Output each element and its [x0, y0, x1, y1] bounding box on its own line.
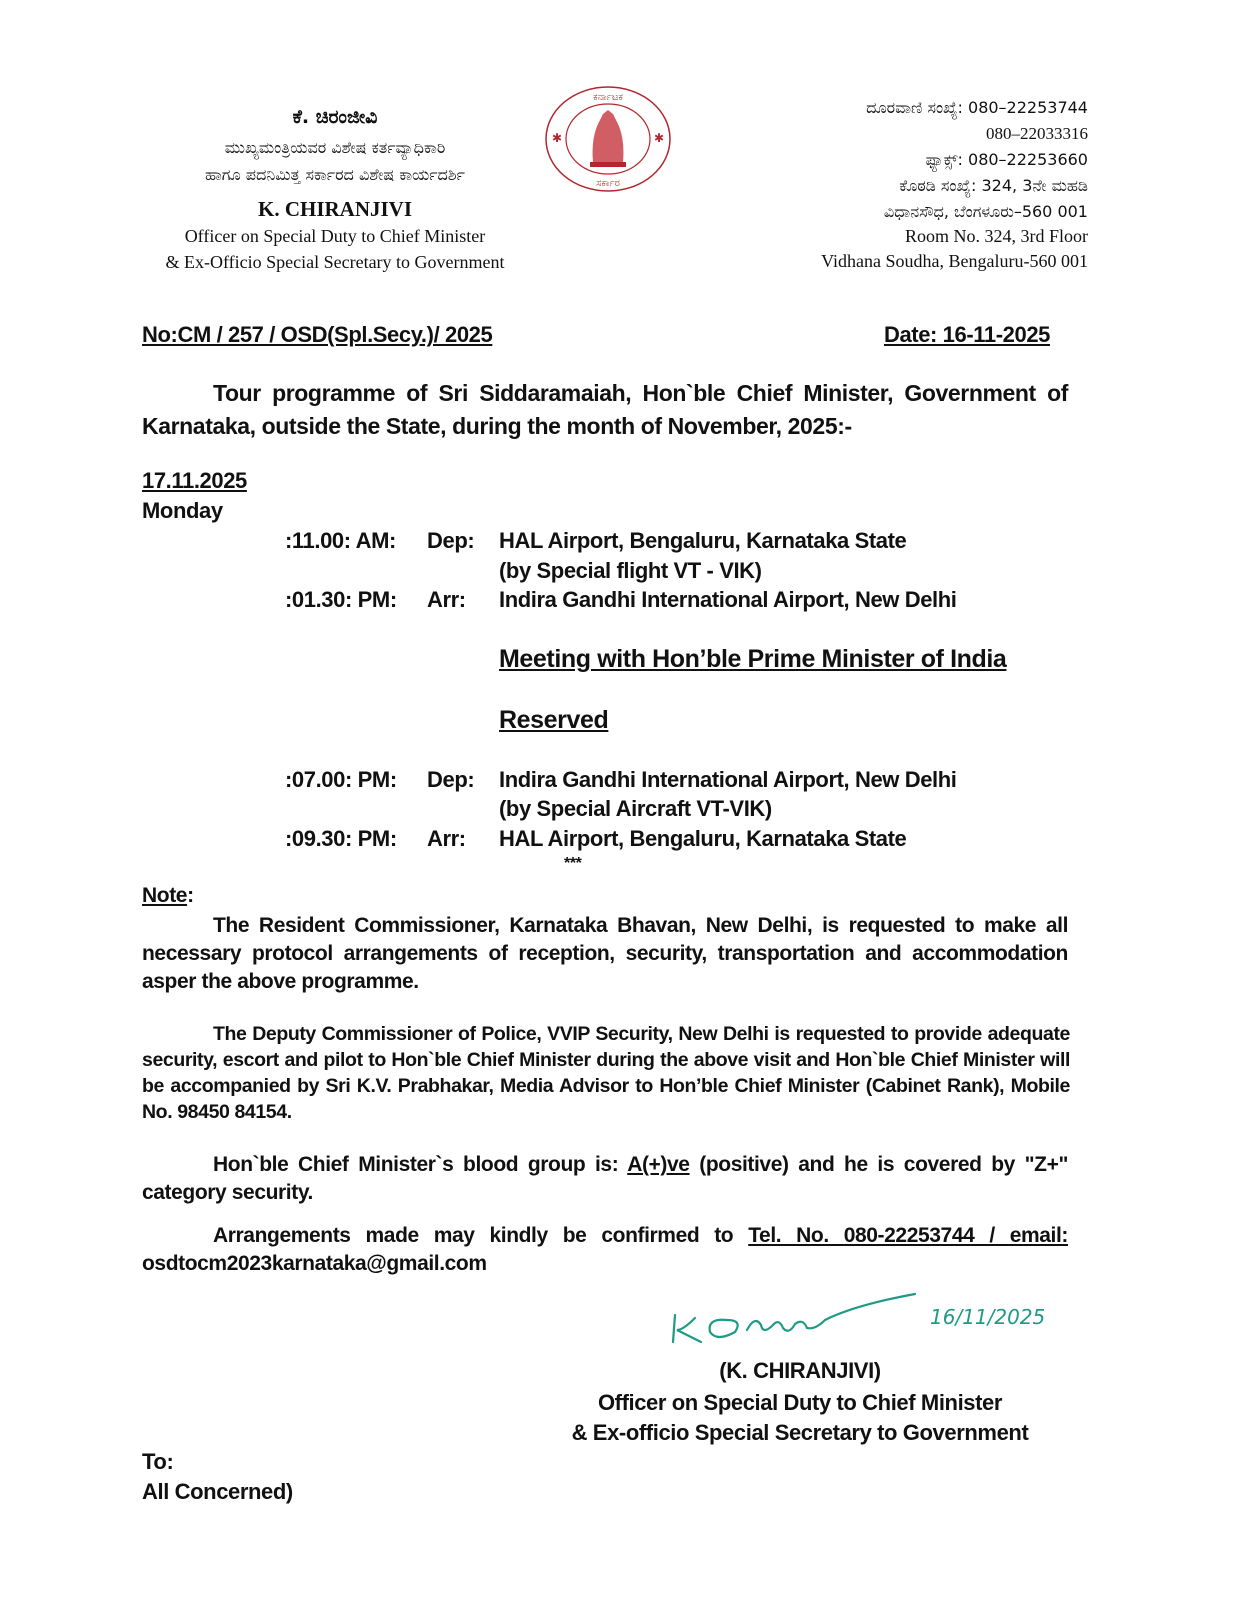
item-type: Arr:: [427, 587, 466, 612]
item-type: Dep:: [427, 528, 475, 553]
svg-text:✱: ✱: [552, 131, 563, 145]
signatory-name: (K. CHIRANJIVI): [719, 1358, 881, 1383]
contact-telephone: Tel. No. 080-22253744 / email:: [748, 1224, 1068, 1247]
note-paragraph-3: [142, 1151, 1068, 1207]
item-place: HAL Airport, Bengaluru, Karnataka State: [499, 528, 907, 553]
name-english: K. CHIRANJIVI: [257, 197, 412, 221]
karnataka-emblem-seal: [543, 84, 673, 194]
subject: Tour programme of Sri Siddaramaiah, Hon`ble Chief Minister, Government of Karnataka, outside the State, during the month of November, 2025:-: [142, 380, 1068, 439]
note-paragraph-2: The Deputy Commissioner of Police, VVIP Security, New Delhi is requested to provide adequate security, escort and pilot to Hon`ble Chief Minister during the above visit and Hon`ble Chief Minister will be accompanied by Sri K.V. Prabhakar, Media Advisor to Hon’ble Chief Minister (Cabinet Rank), Mobile No. 98450 84154.: [142, 1023, 1070, 1123]
fax: ಫ್ಯಾಕ್ಸ್: 080–22253660: [925, 150, 1088, 169]
room-kannada: ಕೊಠಡಿ ಸಂಖ್ಯೆ: 324, 3ನೇ ಮಹಡಿ: [899, 176, 1088, 195]
signatory-title-1: Officer on Special Duty to Chief Minister: [597, 1390, 1003, 1415]
item-time: :09.30: PM:: [285, 826, 397, 851]
signatory-title-2: & Ex-officio Special Secretary to Government: [571, 1420, 1029, 1445]
handwritten-signature: [665, 1280, 1065, 1350]
item-note: (by Special Aircraft VT-VIK): [499, 796, 772, 821]
end-mark: ***: [564, 855, 582, 872]
phone-1: ದೂರವಾಣಿ ಸಂಖ್ಯೆ: 080–22253744: [866, 98, 1088, 117]
to-label: To:: [142, 1449, 174, 1474]
title-english-2: & Ex-Officio Special Secretary to Government: [165, 252, 505, 272]
title-english-1: Officer on Special Duty to Chief Minister: [184, 226, 486, 246]
note-paragraph-1: The Resident Commissioner, Karnataka Bhavan, New Delhi, is requested to make all necessary protocol arrangements of reception, security, transportation and accommodation asper the above programme.: [142, 914, 1068, 993]
item-time: :07.00: PM:: [285, 767, 397, 792]
meeting-heading: Meeting with Hon’ble Prime Minister of India: [499, 645, 1007, 673]
schedule-day: Monday: [142, 498, 223, 523]
blood-group-text: Hon`ble Chief Minister`s blood group is:: [213, 1153, 628, 1176]
reserved-heading: Reserved: [499, 706, 609, 734]
address-kannada: ವಿಧಾನಸೌಧ, ಬೆಂಗಳೂರು–560 001: [883, 202, 1088, 221]
room-english: Room No. 324, 3rd Floor: [904, 226, 1088, 246]
item-time: :11.00: AM:: [285, 528, 396, 553]
note-paragraph-4: [142, 1222, 1068, 1278]
security-text: (positive) and he is covered by "Z+" category security.: [142, 1153, 1068, 1204]
svg-text:ಸರ್ಕಾರ: ಸರ್ಕಾರ: [596, 178, 620, 189]
item-place: Indira Gandhi International Airport, New Delhi: [499, 767, 957, 792]
title-kannada-1: ಮುಖ್ಯಮಂತ್ರಿಯವರ ವಿಶೇಷ ಕರ್ತವ್ಯಾಧಿಕಾರಿ: [224, 138, 446, 157]
svg-text:ಕರ್ನಾಟಕ: ಕರ್ನಾಟಕ: [593, 92, 623, 103]
reference-number: No:CM / 257 / OSD(Spl.Secy.)/ 2025: [142, 322, 493, 347]
to-recipients: All Concerned): [142, 1479, 293, 1504]
svg-text:✱: ✱: [654, 131, 665, 145]
title-kannada-2: ಹಾಗೂ ಪದನಿಮಿತ್ತ ಸರ್ಕಾರದ ವಿಶೇಷ ಕಾರ್ಯದರ್ಶಿ: [205, 165, 465, 184]
confirm-text: Arrangements made may kindly be confirmed to: [213, 1224, 749, 1247]
note-heading: [142, 884, 194, 908]
item-place: HAL Airport, Bengaluru, Karnataka State: [499, 826, 907, 851]
address-english: Vidhana Soudha, Bengaluru-560 001: [821, 251, 1088, 271]
blood-group-value: A(+)ve: [627, 1153, 690, 1176]
item-place: Indira Gandhi International Airport, New Delhi: [499, 587, 957, 612]
note-label: Note: [142, 884, 188, 907]
item-note: (by Special flight VT - VIK): [499, 558, 762, 583]
note-colon: :: [187, 884, 194, 907]
phone-2: 080–22033316: [986, 124, 1088, 143]
item-time: :01.30: PM:: [285, 587, 397, 612]
name-kannada: ಕೆ. ಚಿರಂಜೀವಿ: [292, 106, 378, 128]
contact-email[interactable]: osdtocm2023karnataka@gmail.com: [142, 1252, 487, 1275]
item-type: Arr:: [427, 826, 466, 851]
schedule-date: 17.11.2025: [142, 468, 247, 493]
item-type: Dep:: [427, 767, 475, 792]
signature-date: 16/11/2025: [930, 1305, 1046, 1329]
letter-date: Date: 16-11-2025: [883, 322, 1050, 347]
